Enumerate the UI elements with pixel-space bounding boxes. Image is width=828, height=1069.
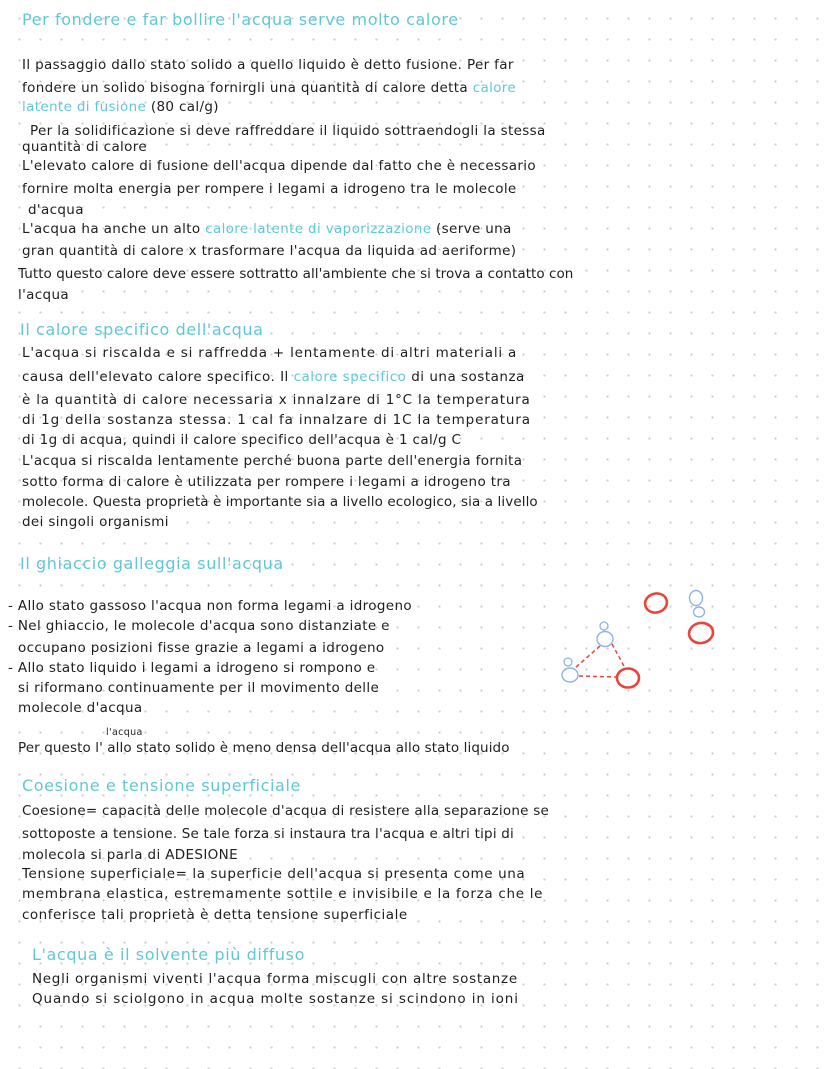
highlight-term: calore specifico: [293, 369, 407, 385]
text-line: fondere un solido bisogna fornirgli una quantità di calore detta calore: [22, 80, 517, 96]
text-line: d'acqua: [28, 202, 84, 218]
highlight-term: calore: [472, 80, 517, 96]
text-line: membrana elastica, estremamente sottile e invisibile e la forza che le: [22, 886, 544, 902]
hydrogen-bond-line: [612, 644, 625, 668]
red-molecule-icon: [617, 669, 639, 688]
section-title-melting: Per fondere e far bollire l'acqua serve molto calore: [22, 10, 459, 29]
text-line: latente di fusione (80 cal/g): [22, 99, 219, 115]
text-line: Il passaggio dallo stato solido a quello liquido è detto fusione. Per far: [22, 57, 514, 73]
text-line: causa dell'elevato calore specifico. Il calore specifico di una sostanza: [22, 369, 525, 385]
text-line: Negli organismi viventi l'acqua forma miscugli con altre sostanze: [32, 971, 518, 987]
text-line: è la quantità di calore necessaria x innalzare di 1°C la temperatura: [22, 392, 531, 408]
text-line: gran quantità di calore x trasformare l'acqua da liquida ad aeriforme): [22, 243, 517, 259]
text-line: molecola si parla di ADESIONE: [22, 847, 238, 863]
hydrogen-bond-line: [575, 646, 600, 668]
text-line: L'elevato calore di fusione dell'acqua dipende dal fatto che è necessario: [22, 158, 537, 174]
text-line: molecole. Questa proprietà è importante sia a livello ecologico, sia a livello: [22, 494, 538, 510]
text-line: sotto forma di calore è utilizzata per rompere i legami a idrogeno tra: [22, 474, 511, 490]
text-line: Tensione superficiale= la superficie dell'acqua si presenta come una: [22, 866, 526, 882]
text-line: di 1g della sostanza stessa. 1 cal fa innalzare di 1C la temperatura: [22, 412, 531, 428]
text-line: conferisce tali proprietà è detta tensione superficiale: [22, 907, 408, 923]
blue-molecule-icon: [690, 591, 703, 606]
highlight-term: calore latente di vaporizzazione: [205, 221, 432, 237]
section-title-cohesion: Coesione e tensione superficiale: [22, 776, 301, 795]
blue-molecule-icon: [694, 607, 705, 617]
text-line: fornire molta energia per rompere i legami a idrogeno tra le molecole: [22, 181, 517, 197]
red-molecule-icon: [687, 621, 714, 645]
section-title-solvent: L'acqua è il solvente più diffuso: [32, 945, 305, 964]
blue-molecule-icon: [562, 668, 578, 682]
bullet-item-cont: molecole d'acqua: [18, 700, 143, 716]
text-line: Per la solidificazione si deve raffreddare il liquido sottraendogli la stessa: [30, 123, 546, 139]
bullet-item: - Allo stato liquido i legami a idrogeno si rompono e: [8, 660, 376, 676]
text-line: Per questo l' allo stato solido è meno densa dell'acqua allo stato liquido: [18, 740, 510, 756]
text-line: L'acqua si riscalda e si raffredda + lentamente di altri materiali a: [22, 345, 518, 361]
text-line: quantità di calore: [22, 139, 148, 155]
section-title-specific-heat: Il calore specifico dell'acqua: [20, 320, 264, 339]
blue-molecule-icon: [597, 632, 613, 647]
bullet-item-cont: occupano posizioni fisse grazie a legami a idrogeno: [18, 640, 385, 656]
text-line: dei singoli organismi: [22, 514, 169, 530]
text-line: L'acqua si riscalda lentamente perché buona parte dell'energia fornita: [22, 453, 523, 469]
bullet-item-cont: si riformano continuamente per il movimento delle: [18, 680, 380, 696]
red-molecule-icon: [643, 591, 669, 615]
caret-note: l'acqua: [106, 727, 143, 738]
highlight-term: latente di fusione: [22, 99, 147, 115]
bullet-item: - Nel ghiaccio, le molecole d'acqua sono distanziate e: [8, 618, 390, 634]
text-line: di 1g di acqua, quindi il calore specifico dell'acqua è 1 cal/g C: [22, 432, 462, 448]
text-line: l'acqua: [18, 287, 70, 303]
section-title-ice: Il ghiaccio galleggia sull'acqua: [20, 554, 284, 573]
bullet-item: - Allo stato gassoso l'acqua non forma legami a idrogeno: [8, 598, 412, 614]
text-line: Coesione= capacità delle molecole d'acqua di resistere alla separazione se: [22, 803, 550, 819]
water-molecules-drawing: [555, 580, 735, 695]
text-line: sottoposte a tensione. Se tale forza si instaura tra l'acqua e altri tipi di: [22, 826, 514, 842]
text-line: Quando si sciolgono in acqua molte sostanze si scindono in ioni: [32, 991, 519, 1007]
text-line: L'acqua ha anche un alto calore latente di vaporizzazione (serve una: [22, 221, 512, 237]
text-line: Tutto questo calore deve essere sottratto all'ambiente che si trova a contatto con: [18, 266, 574, 282]
blue-molecule-icon: [600, 622, 608, 630]
hydrogen-bond-line: [579, 676, 616, 677]
blue-molecule-icon: [564, 658, 572, 666]
